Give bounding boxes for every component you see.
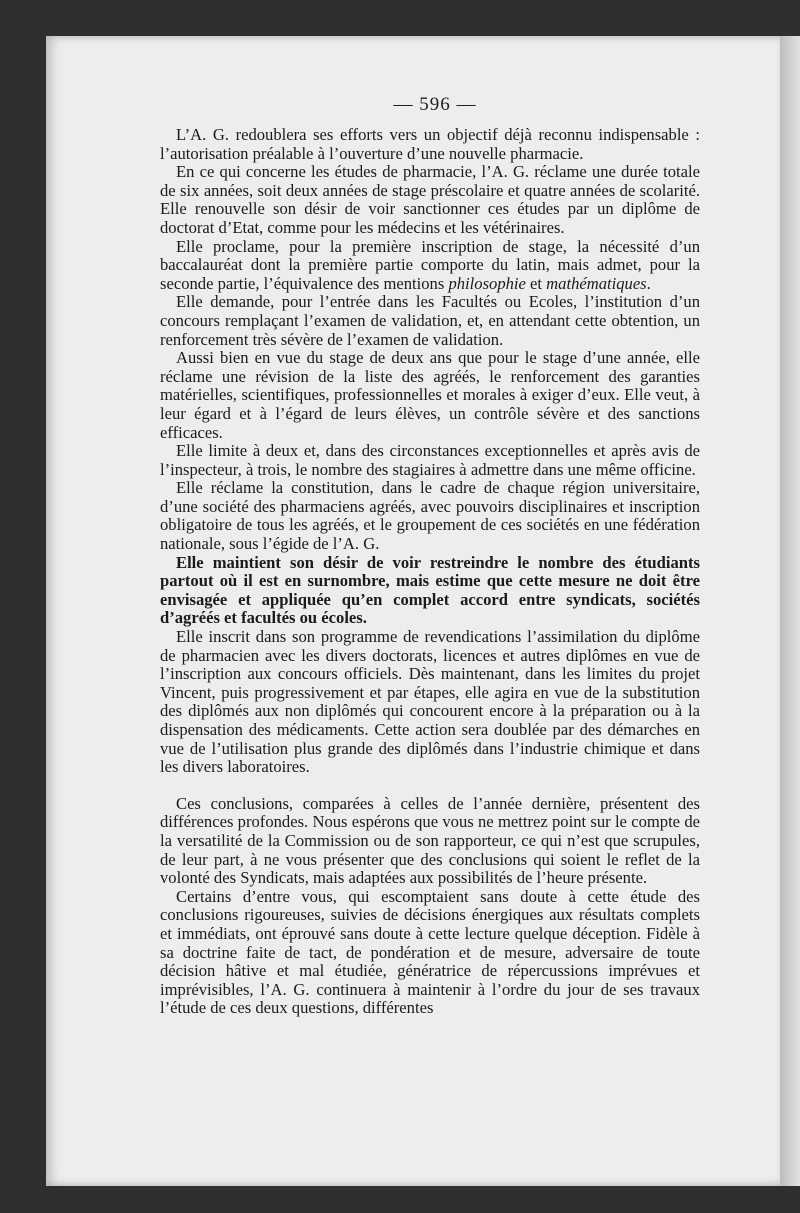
paragraph-text: Elle proclame, pour la première inscription de stage, la nécessité d’un baccalauréat dont la première partie comporte du latin, mais admet, pour la seconde partie, l’équivalence des mentions xyxy=(160,236,700,293)
paragraph: Ces conclusions, comparées à celles de l’année dernière, présentent des différences profondes. Nous espérons que vous ne mettrez point sur le compte de la versatilité de la Commission ou de son rapporteur, ce qui n’est que scrupules, de leur part, à ne vous présenter que des conclusions qui soient le reflet de la volonté des Syndicats, mais adaptées aux possibilités de l’heure présente. xyxy=(160,793,700,888)
italic-term: philosophie xyxy=(448,273,526,293)
paragraph-text: . xyxy=(646,273,651,293)
body-text xyxy=(160,126,700,1018)
paragraph: Elle maintient son désir de voir restreindre le nombre des étudiants partout où il est en surnombre, mais estime que cette mesure ne doit être envisagée et appliquée qu’en complet accord entre syndicats, sociétés d’agréés et facultés ou écoles. xyxy=(160,552,700,628)
paragraph xyxy=(160,238,700,294)
paragraph: Elle limite à deux et, dans des circonstances exceptionnelles et après avis de l’inspecteur, à trois, le nombre des stagiaires à admettre dans une même officine. xyxy=(160,441,700,479)
paragraph: Aussi bien en vue du stage de deux ans que pour le stage d’une année, elle réclame une révision de la liste des agréés, le renforcement des garanties matérielles, scientifiques, professionnelles et morales à exiger d’eux. Elle veut, à leur égard et à l’égard de leurs élèves, un contrôle sévère et des sanctions efficaces. xyxy=(160,348,700,442)
paragraph: Elle réclame la constitution, dans le cadre de chaque région universitaire, d’une société des pharmaciens agréés, avec pouvoirs disciplinaires et inscription obligatoire de tous les agréés, et le groupement de ces sociétés en une fédération nationale, sous l’égide de l’A. G. xyxy=(160,478,700,554)
paragraph: Certains d’entre vous, qui escomptaient sans doute à cette étude des conclusions rigoureuses, suivies de décisions énergiques aux résultats complets et immédiats, ont éprouvé sans doute à cette lecture quelque déception. Fidèle à sa doctrine faite de tact, de pondération et de mesure, adversaire de toute décision hâtive et mal étudiée, génératrice de répercussions imprévues et imprévisibles, l’A. G. continuera à maintenir à l’ordre du jour de ses travaux l’étude de ces deux questions, différentes xyxy=(160,886,700,1018)
paragraph: En ce qui concerne les études de pharmacie, l’A. G. réclame une durée totale de six années, soit deux années de stage préscolaire et quatre années de scolarité. Elle renouvelle son désir de voir sanctionner ces études par un diplôme de doctorat d’Etat, comme pour les médecins et les vétérinaires. xyxy=(160,162,700,237)
paragraph: Elle demande, pour l’entrée dans les Facultés ou Ecoles, l’institution d’un concours remplaçant l’examen de validation, et, en attendant cette obtention, un renforcement très sévère de l’examen de validation. xyxy=(160,292,700,349)
page-number: — 596 — xyxy=(393,94,477,115)
paragraph: Elle inscrit dans son programme de revendications l’assimilation du diplôme de pharmacien avec les divers doctorats, licences et autres diplômes en vue de l’inscription aux concours officiels. Dès maintenant, dans les limites du projet Vincent, puis progressivement et par étapes, elle agira en vue de la substitution des diplômés aux non diplômés qui concourent encore à la préparation ou à la dispensation des médicaments. Cette action sera doublée par des démarches en vue de l’utilisation plus grande des diplômés dans l’industrie chimique et dans les divers laboratoires. xyxy=(160,627,700,777)
paragraph: L’A. G. redoublera ses efforts vers un objectif déjà reconnu indispensable : l’autorisation préalable à l’ouverture d’une nouvelle pharmacie. xyxy=(160,125,700,163)
paragraph-text: et xyxy=(525,273,547,293)
page-edge xyxy=(780,36,800,1186)
italic-term: mathématiques xyxy=(546,273,647,293)
